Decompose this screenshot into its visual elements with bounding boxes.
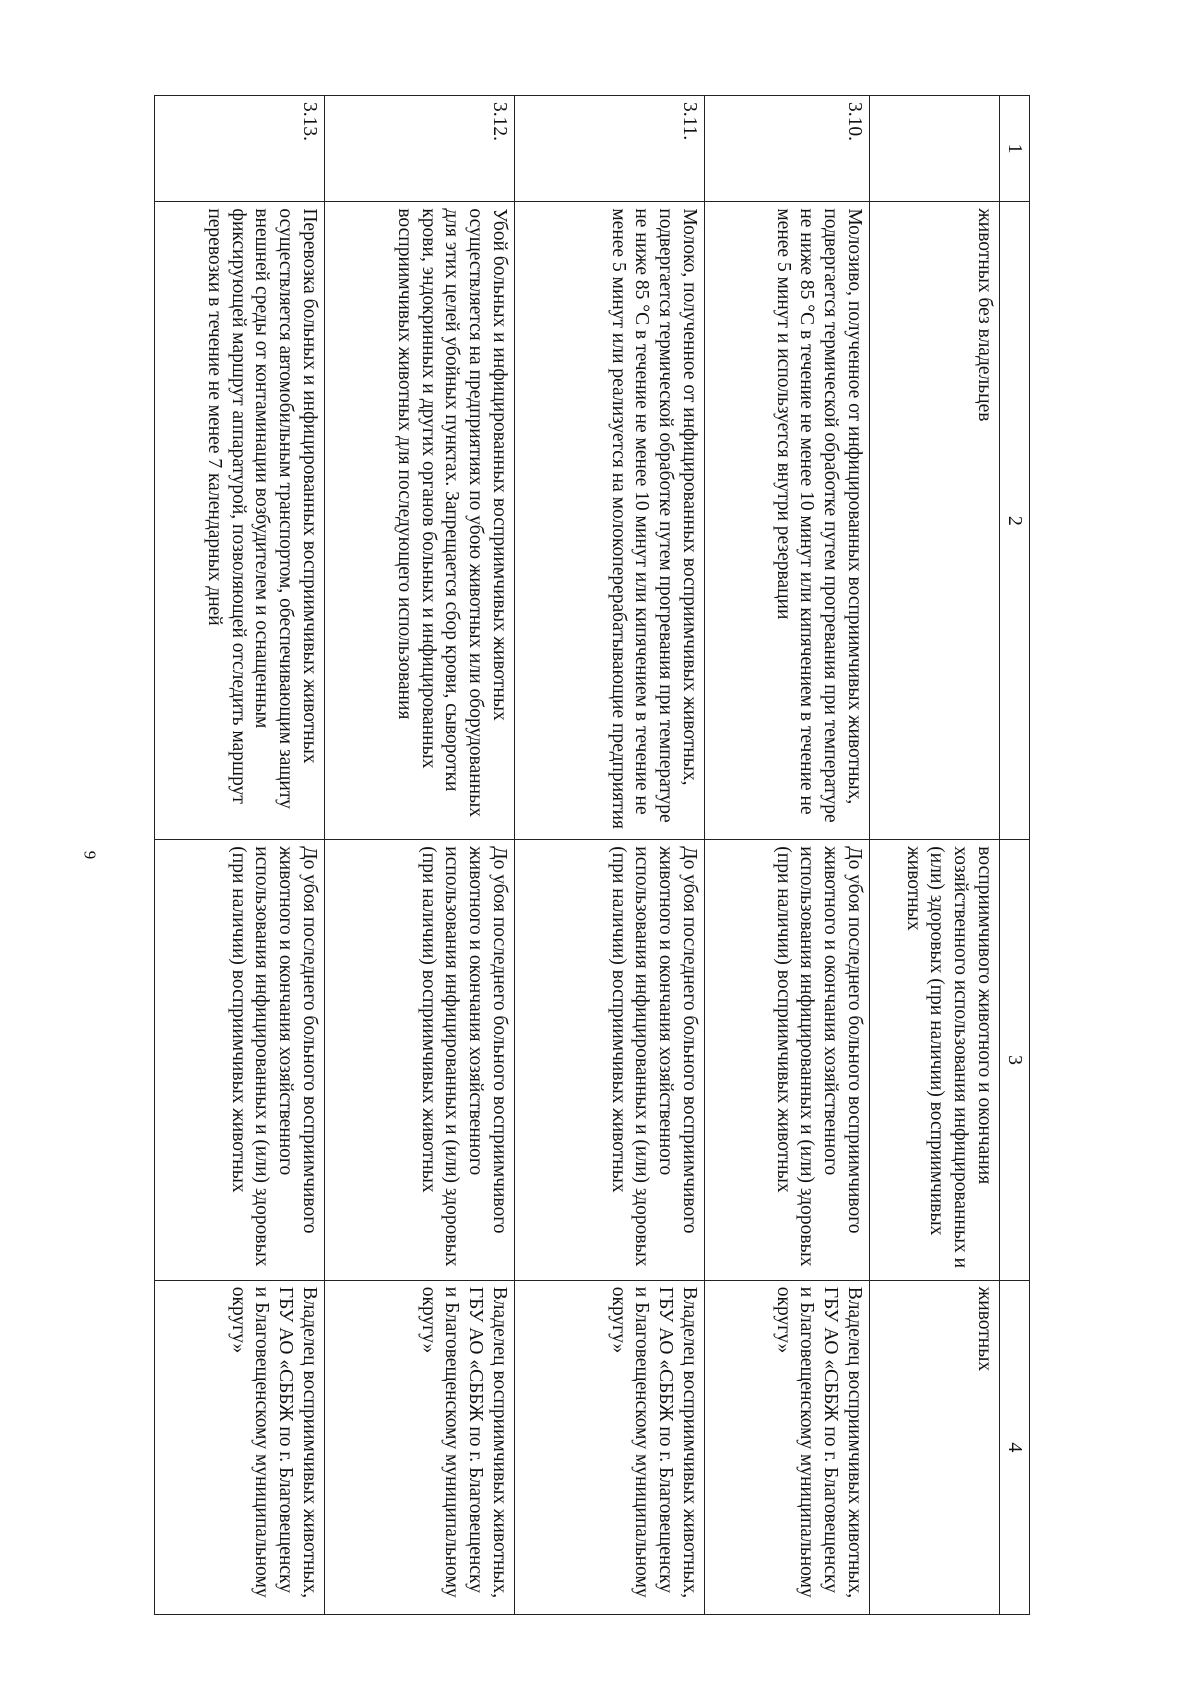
header-col-4: 4 — [1000, 1280, 1030, 1614]
deadline-cell: восприимчивого животного и окончания хозяйственного использования инфицированных и (или) здоровых (при наличии) восприимчивых животных — [870, 840, 1000, 1281]
table-row — [325, 96, 515, 1615]
row-number: 3.10. — [705, 96, 870, 202]
page-number: 9 — [80, 850, 100, 860]
header-row — [1000, 96, 1030, 1615]
row-number: 3.12. — [325, 96, 515, 202]
measure-cell: животных без владельцев — [870, 202, 1000, 840]
table-row — [705, 96, 870, 1615]
table-row — [155, 96, 325, 1615]
measure-cell: Убой больных и инфицированных восприимчивых животных осуществляется на предприятиях по убою животных или оборудованных для этих целей убойных пунктах. Запрещается сбор крови, сыворотки крови, эндокринных и других органов больных и инфицированных восприимчивых животных для последующего использования — [325, 202, 515, 840]
rotated-table-container — [150, 95, 1030, 1615]
responsible-cell: Владелец восприимчивых животных, ГБУ АО «СББЖ по г. Благовещенску и Благовещенскому муниципальному округу» — [325, 1280, 515, 1614]
deadline-cell: До убоя последнего больного восприимчивого животного и окончания хозяйственного использования инфицированных и (или) здоровых (при наличии) восприимчивых животных — [705, 840, 870, 1281]
row-number: 3.11. — [515, 96, 705, 202]
header-col-2: 2 — [1000, 202, 1030, 840]
table-row — [870, 96, 1000, 1615]
measures-table — [154, 95, 1030, 1615]
header-col-3: 3 — [1000, 840, 1030, 1281]
row-number — [870, 96, 1000, 202]
row-number: 3.13. — [155, 96, 325, 202]
measure-cell: Перевозка больных и инфицированных восприимчивых животных осуществляется автомобильным транспортом, обеспечивающим защиту внешней среды от контаминации возбудителем и оснащенным фиксирующей маршрут аппаратурой, позволяющей отследить маршрут перевозки в течение не менее 7 календарных дней — [155, 202, 325, 840]
deadline-cell: До убоя последнего больного восприимчивого животного и окончания хозяйственного использования инфицированных и (или) здоровых (при наличии) восприимчивых животных — [155, 840, 325, 1281]
deadline-cell: До убоя последнего больного восприимчивого животного и окончания хозяйственного использования инфицированных и (или) здоровых (при наличии) восприимчивых животных — [325, 840, 515, 1281]
responsible-cell: Владелец восприимчивых животных, ГБУ АО «СББЖ по г. Благовещенску и Благовещенскому муниципальному округу» — [155, 1280, 325, 1614]
responsible-cell: животных — [870, 1280, 1000, 1614]
measure-cell: Молоко, полученное от инфицированных восприимчивых животных, подвергается термической обработке путем прогревания при температуре не ниже 85 °С в течение не менее 10 минут или кипячением в течение не менее 5 минут или реализуется на молокоперерабатывающие предприятия — [515, 202, 705, 840]
deadline-cell: До убоя последнего больного восприимчивого животного и окончания хозяйственного использования инфицированных и (или) здоровых (при наличии) восприимчивых животных — [515, 840, 705, 1281]
table-row — [515, 96, 705, 1615]
header-col-1: 1 — [1000, 96, 1030, 202]
measure-cell: Молозиво, полученное от инфицированных восприимчивых животных, подвергается термической обработке путем прогревания при температуре не ниже 85 °С в течение не менее 10 минут или кипячением в течение не менее 5 минут и используется внутри резервации — [705, 202, 870, 840]
responsible-cell: Владелец восприимчивых животных, ГБУ АО «СББЖ по г. Благовещенску и Благовещенскому муниципальному округу» — [705, 1280, 870, 1614]
responsible-cell: Владелец восприимчивых животных, ГБУ АО «СББЖ по г. Благовещенску и Благовещенскому муниципальному округу» — [515, 1280, 705, 1614]
